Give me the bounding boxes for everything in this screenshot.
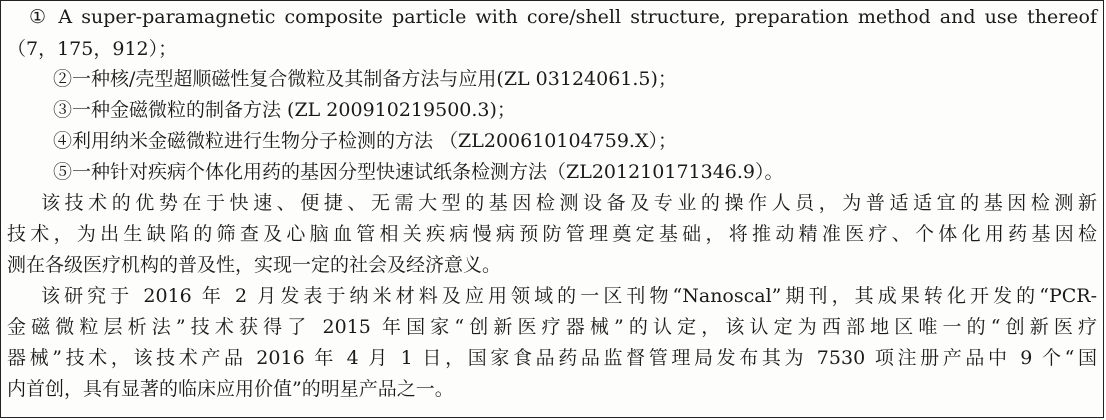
patent-item-5: ⑤一种针对疾病个体化用药的基因分型快速试纸条检测方法（ZL201210171346.9）。 xyxy=(53,161,784,183)
patent-item-2: ②一种核/壳型超顺磁性复合微粒及其制备方法与应用(ZL 03124061.5)； xyxy=(53,68,677,90)
paragraph-2-line-4: 内首创，具有显著的临床应用价值”的明星产品之一。 xyxy=(7,378,454,400)
patent-item-3: ③一种金磁微粒的制备方法 (ZL 200910219500.3)； xyxy=(53,99,516,121)
paragraph-2-line-1: 该研究于 2016 年 2 月发表于纳米材料及应用领域的一区刊物“Nanoscal”期刊，其成果转化开发的“PCR- xyxy=(41,285,1097,307)
paragraph-1-line-3: 测在各级医疗机构的普及性，实现一定的社会及经济意义。 xyxy=(7,254,502,276)
patent-item-1: ① A super-paramagnetic composite particle with core/shell structure, preparation method and use thereof xyxy=(29,6,1097,28)
paragraph-2-line-2: 金磁微粒层析法”技术获得了 2015 年国家“创新医疗器械”的认定，该认定为西部地区唯一的“创新医疗 xyxy=(7,316,1097,338)
paragraph-1-line-1: 该技术的优势在于快速、便捷、无需大型的基因检测设备及专业的操作人员，为普适适宜的基因检测新 xyxy=(41,192,1097,214)
patent-item-4: ④利用纳米金磁微粒进行生物分子检测的方法 （ZL200610104759.X）； xyxy=(53,130,677,152)
paragraph-1-line-2: 技术，为出生缺陷的筛查及心脑血管相关疾病慢病预防管理奠定基础，将推动精准医疗、个体化用药基因检 xyxy=(7,223,1097,245)
paragraph-2-line-3: 器械”技术，该技术产品 2016 年 4 月 1 日，国家食品药品监督管理局发布其为 7530 项注册产品中 9 个“国 xyxy=(7,347,1097,369)
patent-item-1-number: （7，175，912）； xyxy=(7,38,178,60)
